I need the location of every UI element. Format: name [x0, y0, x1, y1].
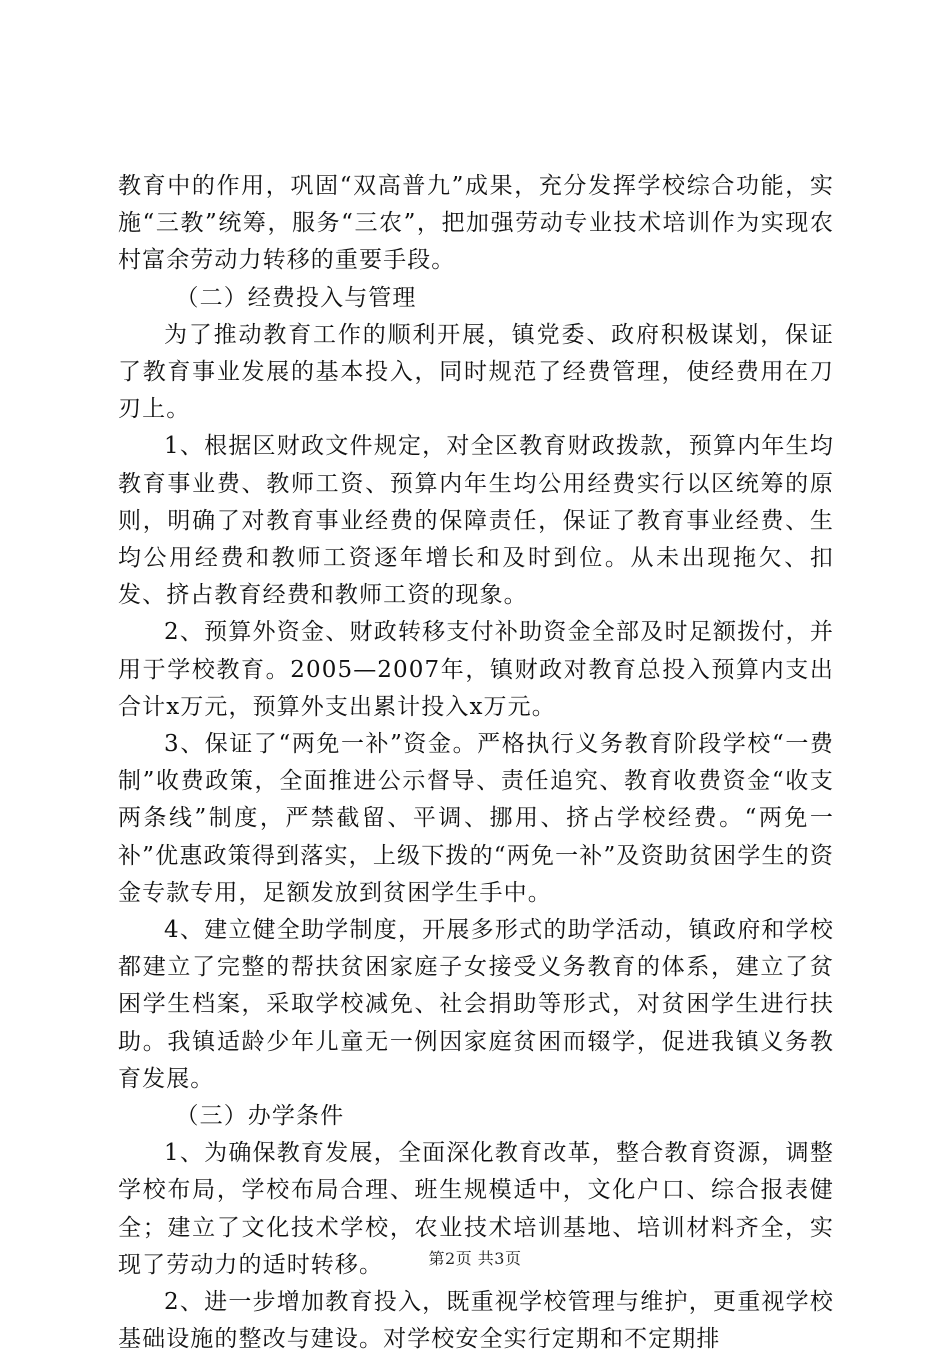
section-heading-funding: （二）经费投入与管理 — [175, 284, 417, 311]
section-heading-conditions: （三）办学条件 — [175, 1103, 345, 1130]
document-body — [118, 168, 834, 1359]
paragraph-funding-intro: 为了推动教育工作的顺利开展，镇党委、政府积极谋划，保证了教育事业发展的基本投入，同时规范了经费管理，使经费用在刀刃上。 — [118, 321, 834, 423]
paragraph-funding-item-3: 3、保证了“两免一补”资金。严格执行义务教育阶段学校“一费制”收费政策，全面推进公示督导、责任追究、教育收费资金“收支两条线”制度，严禁截留、平调、挪用、挤占学校经费。“两免一补”优惠政策得到落实，上级下拨的“两免一补”及资助贫困学生的资金专款专用，足额发放到贫困学生手中。 — [118, 731, 834, 906]
paragraph-continuation: 教育中的作用，巩固“双高普九”成果，充分发挥学校综合功能，实施“三教”统筹，服务“三农”，把加强劳动专业技术培训作为实现农村富余劳动力转移的重要手段。 — [118, 173, 834, 274]
paragraph-funding-item-2: 2、预算外资金、财政转移支付补助资金全部及时足额拨付，并用于学校教育。2005—2007年，镇财政对教育总投入预算内支出合计x万元，预算外支出累计投入x万元。 — [118, 619, 834, 720]
paragraph-conditions-item-2: 2、进一步增加教育投入，既重视学校管理与维护，更重视学校基础设施的整改与建设。对学校安全实行定期和不定期排 — [118, 1289, 834, 1353]
page-number-footer: 第2页 共3页 — [428, 1249, 522, 1268]
paragraph-funding-item-4: 4、建立健全助学制度，开展多形式的助学活动，镇政府和学校都建立了完整的帮扶贫困家庭子女接受义务教育的体系，建立了贫困学生档案，采取学校减免、社会捐助等形式，对贫困学生进行扶助。我镇适龄少年儿童无一例因家庭贫困而辍学，促进我镇义务教育发展。 — [118, 917, 834, 1092]
paragraph-conditions-item-1: 1、为确保教育发展，全面深化教育改革，整合教育资源，调整学校布局，学校布局合理、班生规模适中，文化户口、综合报表健全；建立了文化技术学校，农业技术培训基地、培训材料齐全，实现了劳动力的适时转移。 — [118, 1140, 834, 1278]
paragraph-funding-item-1: 1、根据区财政文件规定，对全区教育财政拨款，预算内年生均教育事业费、教师工资、预算内年生均公用经费实行以区统筹的原则，明确了对教育事业经费的保障责任，保证了教育事业经费、生均公用经费和教师工资逐年增长和及时到位。从未出现拖欠、扣发、挤占教育经费和教师工资的现象。 — [118, 433, 834, 609]
